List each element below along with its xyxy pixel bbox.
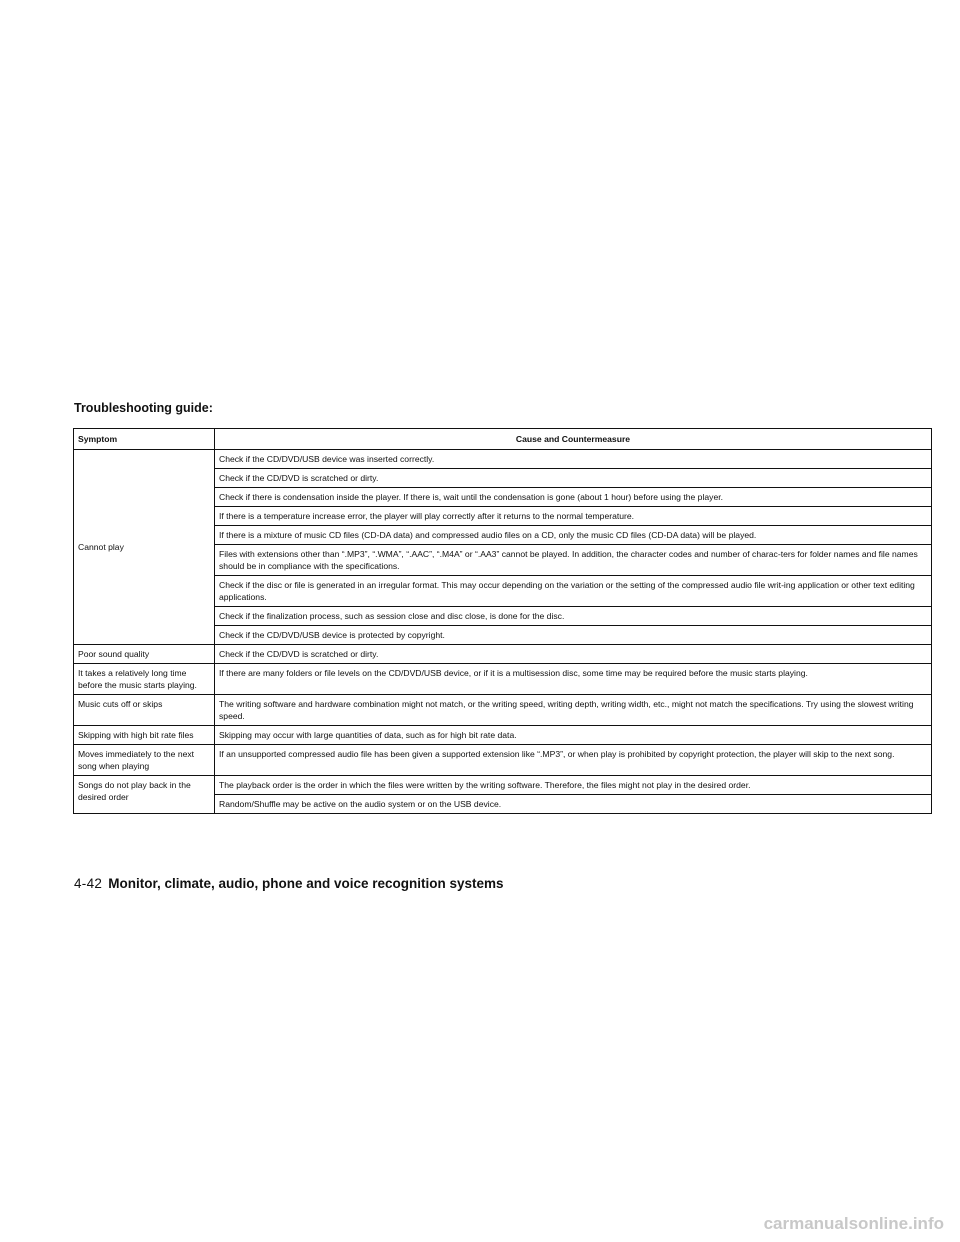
cause-cell: Random/Shuffle may be active on the audio system or on the USB device. (215, 795, 932, 814)
table-row (74, 695, 932, 726)
symptom-header: Symptom (74, 429, 215, 450)
symptom-cell: Cannot play (74, 450, 215, 645)
page-footer (74, 876, 504, 891)
cause-cell: Skipping may occur with large quantities of data, such as for high bit rate data. (215, 726, 932, 745)
table-row (74, 726, 932, 745)
symptom-cell: Music cuts off or skips (74, 695, 215, 726)
table-row (74, 664, 932, 695)
symptom-cell: Moves immediately to the next song when playing (74, 745, 215, 776)
watermark: carmanualsonline.info (763, 1214, 944, 1233)
cause-cell: If there are many folders or file levels on the CD/DVD/USB device, or if it is a multisession disc, some time may be required before the music starts playing. (215, 664, 932, 695)
symptom-cell: Skipping with high bit rate files (74, 726, 215, 745)
cause-cell: The playback order is the order in which the files were written by the writing software. Therefore, the files might not play in the desired order. (215, 776, 932, 795)
table-row (74, 776, 932, 795)
symptom-cell: It takes a relatively long time before the music starts playing. (74, 664, 215, 695)
symptom-cell: Songs do not play back in the desired order (74, 776, 215, 814)
cause-cell: Check if there is condensation inside the player. If there is, wait until the condensation is gone (about 1 hour) before using the player. (215, 488, 932, 507)
cause-cell: Check if the CD/DVD/USB device was inserted correctly. (215, 450, 932, 469)
cause-cell: Files with extensions other than “.MP3”, “.WMA”, “.AAC”, “.M4A” or “.AA3” cannot be played. In addition, the character codes and number of charac-ters for folder names and file names should be in compliance with the specifications. (215, 545, 932, 576)
chapter-title: Monitor, climate, audio, phone and voice recognition systems (108, 876, 504, 891)
cause-cell: If there is a mixture of music CD files (CD-DA data) and compressed audio files on a CD, only the music CD files (CD-DA data) will be played. (215, 526, 932, 545)
table-row (74, 450, 932, 469)
section-title: Troubleshooting guide: (74, 401, 213, 415)
table-row (74, 745, 932, 776)
cause-cell: Check if the CD/DVD is scratched or dirty. (215, 645, 932, 664)
cause-header: Cause and Countermeasure (215, 429, 932, 450)
cause-cell: If there is a temperature increase error, the player will play correctly after it returns to the normal temperature. (215, 507, 932, 526)
cause-cell: The writing software and hardware combination might not match, or the writing speed, writing depth, writing width, etc., might not match the specifications. Try using the slowest writing speed. (215, 695, 932, 726)
troubleshooting-table (73, 428, 932, 814)
table-header-row (74, 429, 932, 450)
symptom-cell: Poor sound quality (74, 645, 215, 664)
table-row (74, 645, 932, 664)
cause-cell: Check if the CD/DVD/USB device is protected by copyright. (215, 626, 932, 645)
cause-cell: Check if the finalization process, such as session close and disc close, is done for the disc. (215, 607, 932, 626)
cause-cell: If an unsupported compressed audio file has been given a supported extension like “.MP3”, or when play is prohibited by copyright protection, the player will skip to the next song. (215, 745, 932, 776)
page-number: 4-42 (74, 876, 103, 891)
cause-cell: Check if the CD/DVD is scratched or dirty. (215, 469, 932, 488)
table-body (74, 450, 932, 814)
cause-cell: Check if the disc or file is generated in an irregular format. This may occur depending on the variation or the setting of the compressed audio file writ-ing application or other text editing applications. (215, 576, 932, 607)
